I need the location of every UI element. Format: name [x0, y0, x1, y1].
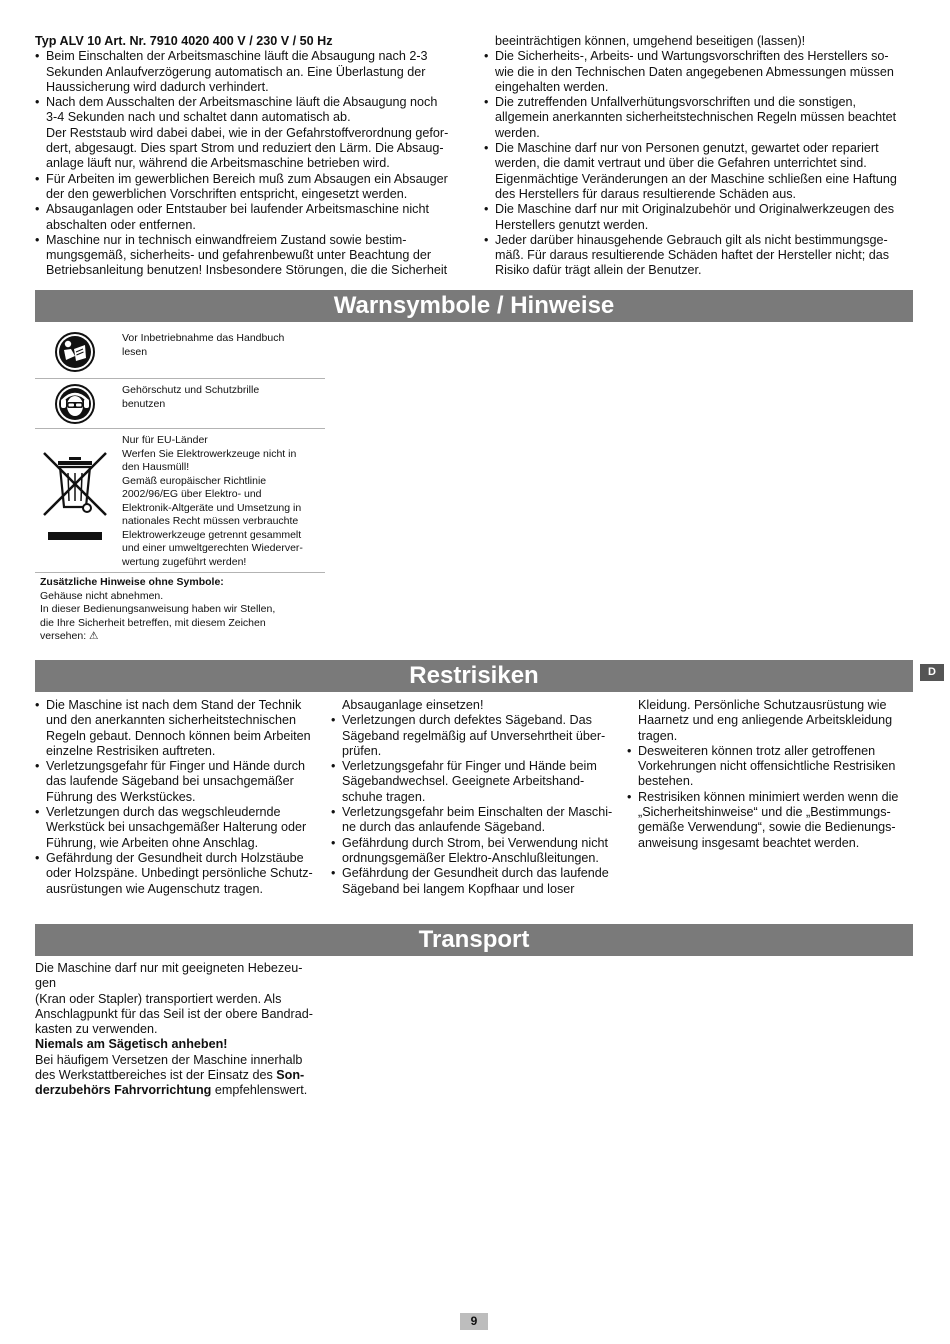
additional-notes: [40, 576, 330, 644]
list-item: • Verletzungsgefahr für Finger und Hände beim Sägebandwechsel. Geeignete Arbeitshand- schuhe tragen.: [331, 759, 626, 805]
transport-paragraph: empfehlenswert.: [211, 1083, 308, 1098]
list-item: • Verletzungen durch das wegschleudernde Werkstück bei unsachgemäßer Halterung oder Führung, wie Arbeiten ohne Anschlag.: [35, 805, 325, 851]
section-title-transport: Transport: [35, 924, 913, 956]
warning-text: Nur für EU-Länder Werfen Sie Elektrowerkzeuge nicht in den Hausmüll! Gemäß europäischer Richtlinie 2002/96/EG über Elektro- und Elektronik-Altgeräte und Umsetzung in nationales Recht müssen verbrauchte Elektrowerkzeuge getrennt gesammelt und einer umweltgerechten Wiederver- wertung zugeführt werden!: [122, 434, 303, 568]
intro-right-list: [484, 34, 924, 279]
transport-warning: Niemals am Sägetisch anheben!: [35, 1037, 228, 1052]
intro-heading: Typ ALV 10 Art. Nr. 7910 4020 400 V / 230 V / 50 Hz: [35, 34, 333, 48]
list-item: • Absauganlagen oder Entstauber bei laufender Arbeitsmaschine nicht abschalten oder entfernen.: [35, 202, 475, 233]
crossed-bin-icon: [35, 449, 115, 545]
intro-right-column: [484, 34, 924, 279]
read-manual-icon: [35, 332, 115, 372]
restrisiken-col1: [35, 698, 325, 897]
list-item: • Die Maschine ist nach dem Stand der Technik und den anerkannten sicherheitstechnischen Regeln gebaut. Dennoch können beim Arbeiten einzelne Restrisiken auftreten.: [35, 698, 325, 759]
list-item: • Gefährdung der Gesundheit durch das laufende Sägeband bei langem Kopfhaar und loser: [331, 866, 626, 897]
intro-left-list: [35, 49, 475, 278]
list-item: • Die zutreffenden Unfallverhütungsvorschriften und die sonstigen, allgemein anerkannten sicherheitstechnischen Regeln müssen beachtet werden.: [484, 95, 924, 141]
list-item: • Verletzungsgefahr beim Einschalten der Maschi- ne durch das anlaufende Sägeband.: [331, 805, 626, 836]
list-item: • Desweiteren können trotz aller getroffenen Vorkehrungen nicht offensichtliche Restrisiken bestehen.: [627, 744, 917, 790]
transport-text: [35, 961, 335, 1099]
list-item: • Für Arbeiten im gewerblichen Bereich muß zum Absaugen ein Absauger der den gewerblichen Vorschriften entspricht, eingesetzt werden.: [35, 172, 475, 203]
list-item: • Jeder darüber hinausgehende Gebrauch gilt als nicht bestimmungsge- mäß. Für daraus resultierende Schäden haftet der Hersteller nicht; das Risiko dafür trägt allein der Benutzer.: [484, 233, 924, 279]
list-item: • Gefährdung der Gesundheit durch Holzstäube oder Holzspäne. Unbedingt persönliche Schutz- ausrüstungen wie Augenschutz tragen.: [35, 851, 325, 897]
list-item: • Gefährdung durch Strom, bei Verwendung nicht ordnungsgemäßer Elektro-Anschlußleitungen.: [331, 836, 626, 867]
warning-text: Gehörschutz und Schutzbrille benutzen: [122, 384, 260, 410]
section-title-restrisiken: Restrisiken: [35, 660, 913, 692]
list-item: • Maschine nur in technisch einwandfreiem Zustand sowie bestim- mungsgemäß, sicherheits- und gefahrenbewußt unter Beachtung der Betriebsanleitung benutzen! Insbesondere Störungen, die die Sicherheit: [35, 233, 475, 279]
warning-row: [35, 379, 325, 429]
restrisiken-col2: [331, 698, 626, 897]
list-item-continuation: Absauganlage einsetzen!: [342, 698, 484, 712]
page-number: 9: [460, 1313, 488, 1330]
warning-row: [35, 429, 325, 573]
list-item: • Die Maschine darf nur mit Originalzubehör und Originalwerkzeugen des Herstellers genutzt werden.: [484, 202, 924, 233]
language-tab: D: [920, 664, 944, 681]
warning-symbols-table: [35, 327, 325, 573]
list-item: • Verletzungsgefahr für Finger und Hände durch das laufende Sägeband bei unsachgemäßer Führung des Werkstückes.: [35, 759, 325, 805]
list-item-continuation: Kleidung. Persönliche Schutzausrüstung wie Haarnetz und eng anliegende Arbeitskleidung tragen.: [638, 698, 893, 743]
additional-notes-heading: Zusätzliche Hinweise ohne Symbole:: [40, 576, 224, 588]
intro-left-column: [35, 34, 475, 279]
transport-accessory: Son- derzubehörs Fahrvorrichtung: [35, 1068, 305, 1098]
list-item: • Verletzungen durch defektes Sägeband. Das Sägeband regelmäßig auf Unversehrtheit über- prüfen.: [331, 713, 626, 759]
additional-notes-text: Gehäuse nicht abnehmen. In dieser Bedienungsanweisung haben wir Stellen, die Ihre Sicherheit betreffen, mit diesem Zeichen versehen: ⚠: [40, 589, 276, 643]
transport-paragraph: Bei häufigem Versetzen der Maschine innerhalb des Werkstattbereiches ist der Einsatz des: [35, 1052, 303, 1083]
transport-paragraph: Die Maschine darf nur mit geeigneten Hebezeu- gen (Kran oder Stapler) transportiert werden. Als Anschlagpunkt für das Seil ist der obere Bandrad- kasten zu verwenden.: [35, 961, 313, 1037]
list-item: • Restrisiken können minimiert werden wenn die „Sicherheitshinweise“ und die „Bestimmungs- gemäße Verwendung“, sowie die Bedienungs- anweisung insgesamt beachtet werden.: [627, 790, 917, 851]
ear-eye-protection-icon: [35, 384, 115, 424]
list-item: • Die Sicherheits-, Arbeits- und Wartungsvorschriften des Herstellers so- wie die in den Technischen Daten angegebenen Abmessungen müssen eingehalten werden.: [484, 49, 924, 95]
warning-text: Vor Inbetriebnahme das Handbuch lesen: [122, 332, 285, 358]
list-item: • Beim Einschalten der Arbeitsmaschine läuft die Absaugung nach 2-3 Sekunden Anlaufverzögerung automatisch an. Eine Überlastung der Haussicherung wird dadurch verhindert.: [35, 49, 475, 95]
section-title-warnsymbole: Warnsymbole / Hinweise: [35, 290, 913, 322]
warning-row: [35, 327, 325, 379]
restrisiken-col3: [627, 698, 917, 851]
list-item: • Die Maschine darf nur von Personen genutzt, gewartet oder repariert werden, die damit vertraut und über die Gefahren unterrichtet sind. Eigenmächtige Veränderungen an der Maschine schließen eine Haftung des Herstellers für daraus resultierende Schäden aus.: [484, 141, 924, 202]
list-item: • Nach dem Ausschalten der Arbeitsmaschine läuft die Absaugung noch 3-4 Sekunden nach und schaltet dann automatisch ab. Der Reststaub wird dabei dabei, wie in der Gefahrstoffverordnung gefor- dert, abgesaugt. Dies spart Strom und reduziert den Lärm. Die Absaug- anlage läuft nur, während die Arbeitsmaschine betrieben wird.: [35, 95, 475, 171]
list-item-continuation: beeinträchtigen können, umgehend beseitigen (lassen)!: [495, 34, 806, 48]
